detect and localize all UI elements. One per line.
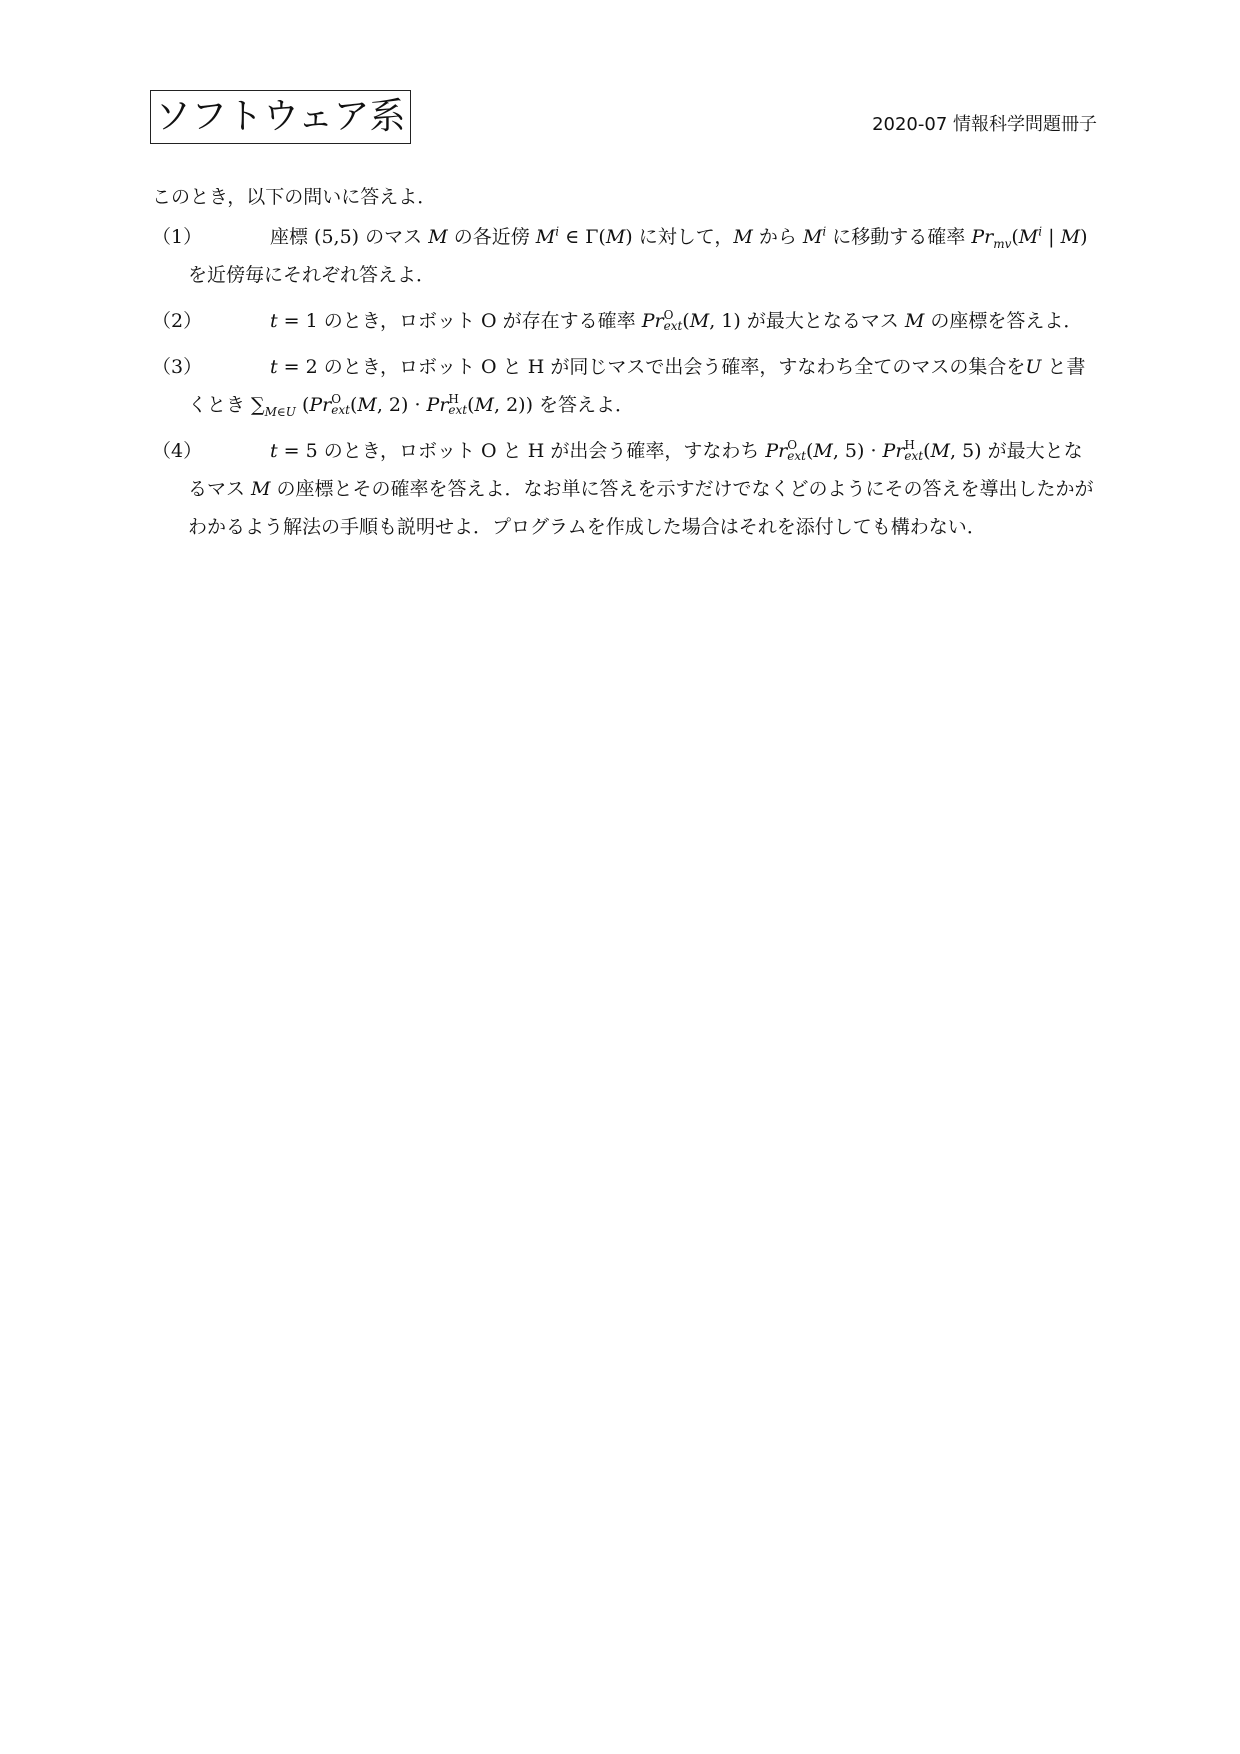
- math-var: Pr: [426, 394, 449, 416]
- text: が最大となるマス: [740, 310, 905, 332]
- math-var: t: [270, 310, 278, 332]
- math-var: M: [813, 440, 833, 462]
- math-var: M: [251, 478, 271, 500]
- text: の座標を答えよ．: [924, 310, 1083, 332]
- question-3: [152, 348, 1097, 424]
- question-text: [188, 432, 1097, 546]
- question-list: [152, 218, 1097, 554]
- superscript: i: [555, 224, 560, 239]
- text: のとき，ロボット O と H が出会う確率，すなわち: [317, 440, 766, 462]
- superscript: H: [448, 392, 459, 406]
- subscript: ext: [663, 319, 683, 333]
- subscript: M∈U: [264, 404, 296, 419]
- math: |: [1042, 226, 1061, 248]
- sup-sub-stack: [787, 440, 806, 462]
- math: = 5: [277, 440, 318, 462]
- math: (: [349, 394, 358, 416]
- math: (: [682, 310, 690, 332]
- math-var: M: [428, 226, 448, 248]
- question-text: [188, 302, 1097, 340]
- intro-text: このとき，以下の問いに答えよ．: [152, 186, 437, 208]
- text: と書くとき: [188, 356, 1086, 416]
- superscript: O: [787, 438, 798, 452]
- text: から: [752, 226, 803, 248]
- math: (: [805, 440, 814, 462]
- math: (: [1011, 226, 1019, 248]
- superscript: H: [904, 438, 915, 452]
- sup-sub-stack: [448, 394, 467, 416]
- math-var: t: [270, 356, 278, 378]
- question-number: （2）: [152, 310, 203, 332]
- math: , 1): [709, 310, 741, 332]
- math-var: Pr: [765, 440, 788, 462]
- subscript: ext: [448, 403, 468, 417]
- text: のとき，ロボット O と H が同じマスで出会う確率，すなわち全てのマスの集合を: [317, 356, 1026, 378]
- question-number: （3）: [152, 356, 203, 378]
- math-var: t: [270, 440, 278, 462]
- math: , 2) ·: [376, 394, 427, 416]
- question-number: （1）: [152, 226, 203, 248]
- math-var: M: [904, 310, 925, 332]
- math-var: U: [1025, 356, 1042, 378]
- text: 座標: [270, 226, 315, 248]
- page-title-box: [150, 90, 411, 144]
- question-4: [152, 432, 1097, 546]
- math-var: M: [474, 394, 495, 416]
- math: , 5): [950, 440, 982, 462]
- superscript: O: [663, 308, 674, 322]
- text: のとき，ロボット O が存在する確率: [317, 310, 642, 332]
- superscript: O: [331, 392, 342, 406]
- math-var: M: [930, 440, 950, 462]
- superscript: i: [1038, 224, 1043, 239]
- math: ): [1080, 226, 1088, 248]
- question-1: [152, 218, 1097, 294]
- text: を答えよ．: [533, 394, 635, 416]
- text: を近傍毎にそれぞれ答えよ．: [188, 264, 436, 286]
- math-var: Pr: [882, 440, 905, 462]
- math-var: M: [733, 226, 753, 248]
- text: が最大となるマス: [188, 440, 1083, 500]
- math-var: M: [535, 226, 556, 248]
- math: (: [923, 440, 931, 462]
- text: ) に対して，: [625, 226, 734, 248]
- math: (: [295, 394, 310, 416]
- math-var: M: [802, 226, 823, 248]
- question-number: （4）: [152, 440, 203, 462]
- math: ∈ Γ(: [559, 226, 606, 248]
- math: = 2: [277, 356, 318, 378]
- math: (5,5): [314, 226, 360, 248]
- sup-sub-stack: [664, 310, 683, 332]
- text: に移動する確率: [826, 226, 972, 248]
- math: , 2)): [494, 394, 534, 416]
- math-var: M: [605, 226, 626, 248]
- math-var: Pr: [641, 310, 664, 332]
- question-text: [188, 218, 1097, 294]
- subscript: ext: [331, 403, 350, 417]
- subscript: ext: [787, 449, 806, 463]
- math: , 5) ·: [832, 440, 883, 462]
- math: = 1: [277, 310, 318, 332]
- text: の座標とその確率を答えよ．なお単に答えを示すだけでなくどのようにその答えを導出したかがわかるよう解法の手順も説明せよ．プログラムを作成した場合はそれを添付しても構わない．: [188, 478, 1094, 538]
- sum-symbol: ∑: [251, 394, 265, 416]
- page-title: ソフトウェア系: [155, 96, 406, 137]
- math-var: M: [1060, 226, 1081, 248]
- math: (: [467, 394, 475, 416]
- sup-sub-stack: [331, 394, 350, 416]
- question-2: [152, 302, 1097, 340]
- superscript: i: [822, 224, 827, 239]
- subscript: mv: [993, 236, 1012, 251]
- math-var: Pr: [309, 394, 332, 416]
- sup-sub-stack: [904, 440, 923, 462]
- text: のマス: [359, 226, 429, 248]
- text: の各近傍: [447, 226, 536, 248]
- booklet-reference: 2020-07 情報科学問題冊子: [872, 114, 1097, 135]
- question-text: [188, 348, 1097, 424]
- math-var: M: [689, 310, 710, 332]
- math-var: M: [1018, 226, 1039, 248]
- math-var: M: [357, 394, 377, 416]
- math-var: Pr: [971, 226, 994, 248]
- subscript: ext: [904, 449, 924, 463]
